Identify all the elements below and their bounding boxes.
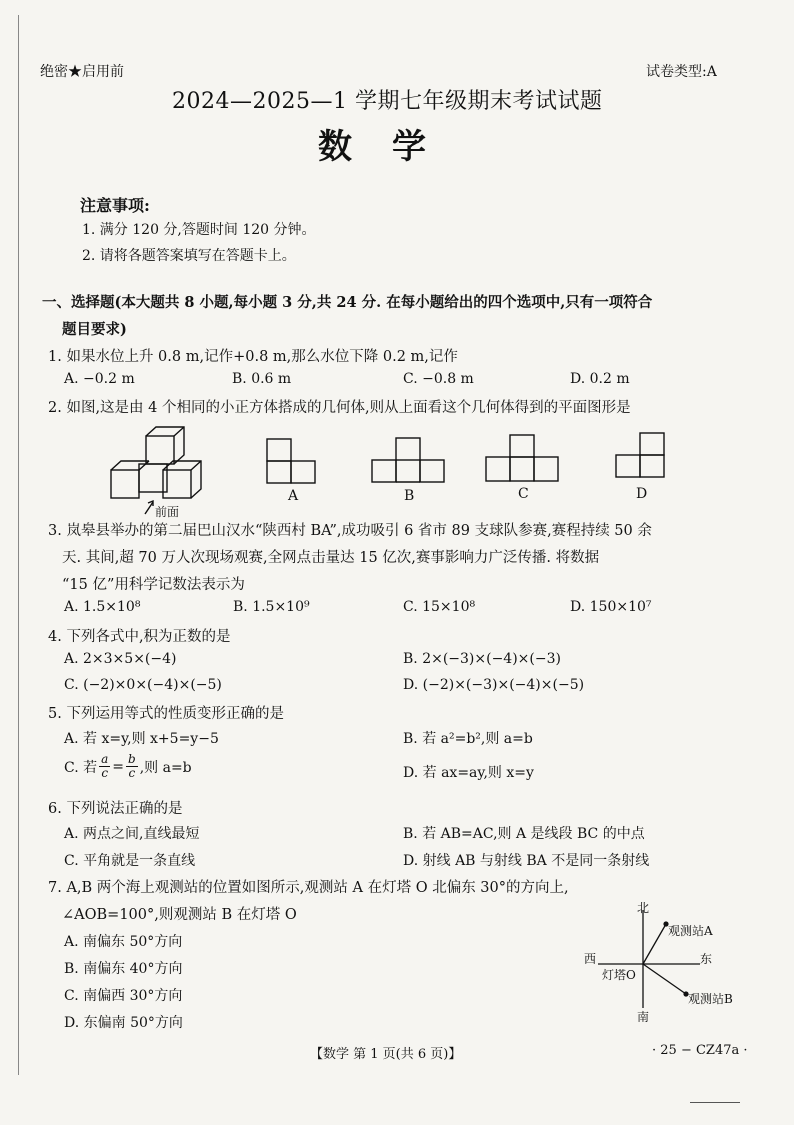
q2-front-label: 前面 (155, 505, 180, 519)
q5-option-c (64, 753, 192, 780)
q7-line2: ∠AOB=100°,则观测站 B 在灯塔 O (62, 907, 297, 923)
q4-stem: 4. 下列各式中,积为正数的是 (48, 629, 231, 645)
q5-equals: = (112, 758, 125, 775)
q5-fraction-num-b: b (128, 752, 136, 766)
q4-option-c: C. (−2)×0×(−4)×(−5) (64, 677, 222, 693)
q3-option-b: B. 1.5×10⁹ (233, 599, 310, 615)
q2-option-a-label: A (288, 488, 299, 504)
q3-option-d: D. 150×10⁷ (570, 599, 652, 615)
q6-option-d: D. 射线 AB 与射线 BA 不是同一条射线 (403, 853, 650, 869)
q7-north-label: 北 (637, 901, 650, 915)
q1-stem: 1. 如果水位上升 0.8 m,记作+0.8 m,那么水位下降 0.2 m,记作 (48, 349, 458, 365)
q2-option-d-label: D (636, 486, 648, 502)
q7-lighthouse-label: 灯塔O (602, 968, 636, 982)
q7-line1: 7. A,B 两个海上观测站的位置如图所示,观测站 A 在灯塔 O 北偏东 30°的方向上, (48, 880, 569, 896)
paper-type-label: 试卷类型:A (646, 64, 717, 80)
q2-option-c-label: C (518, 486, 529, 502)
q5-option-c-prefix: C. 若 (64, 759, 98, 776)
page-footer: 【数学 第 1 页(共 6 页)】 (310, 1047, 462, 1062)
q2-stem: 2. 如图,这是由 4 个相同的小正方体搭成的几何体,则从上面看这个几何体得到的平面图形是 (48, 400, 631, 416)
q2-option-d-figure (614, 431, 672, 481)
q5-option-b: B. 若 a²=b²,则 a=b (403, 731, 533, 747)
scan-bottom-mark (690, 1102, 740, 1103)
q6-option-c: C. 平角就是一条直线 (64, 853, 196, 869)
q1-option-d: D. 0.2 m (570, 371, 630, 387)
q4-option-a: A. 2×3×5×(−4) (64, 651, 177, 667)
exam-title: 2024—2025—1 学期七年级期末考试试题 (172, 89, 603, 114)
notice-item-2: 2. 请将各题答案填写在答题卡上。 (82, 248, 296, 264)
q5-fraction-b-over-c (126, 753, 138, 780)
q5-option-d: D. 若 ax=ay,则 x=y (403, 765, 534, 781)
notice-heading: 注意事项: (80, 196, 150, 215)
subject-title: 数学 (318, 127, 466, 167)
q2-option-c-figure (484, 433, 564, 485)
section-heading-line2: 题目要求) (62, 321, 127, 338)
q5-fraction-den-c: c (101, 766, 109, 780)
q4-option-d: D. (−2)×(−3)×(−4)×(−5) (403, 677, 585, 693)
q3-option-a: A. 1.5×10⁸ (64, 599, 141, 615)
q6-stem: 6. 下列说法正确的是 (48, 801, 183, 817)
secret-label: 绝密★启用前 (40, 64, 124, 80)
q5-stem: 5. 下列运用等式的性质变形正确的是 (48, 706, 284, 722)
q7-station-a-label: 观测站A (668, 924, 713, 938)
q5-option-a: A. 若 x=y,则 x+5=y−5 (64, 731, 219, 747)
q7-option-a: A. 南偏东 50°方向 (64, 934, 183, 950)
q7-west-label: 西 (584, 952, 597, 966)
q1-option-c: C. −0.8 m (403, 371, 474, 387)
q7-east-label: 东 (700, 952, 713, 966)
q1-option-b: B. 0.6 m (232, 371, 292, 387)
q7-option-c: C. 南偏西 30°方向 (64, 988, 183, 1004)
q2-option-b-label: B (404, 488, 415, 504)
q7-option-d: D. 东偏南 50°方向 (64, 1015, 183, 1031)
q5-fraction-num-a: a (101, 752, 109, 766)
q6-option-a: A. 两点之间,直线最短 (64, 826, 200, 842)
q5-fraction-den-c2: c (128, 766, 136, 780)
q3-line2: 天. 其间,超 70 万人次现场观赛,全网点击量达 15 亿次,赛事影响力广泛传播. 将数据 (62, 550, 600, 566)
section-heading-line1: 一、选择题(本大题共 8 小题,每小题 3 分,共 24 分. 在每小题给出的四个选项中,只有一项符合 (42, 294, 653, 311)
q7-south-label: 南 (637, 1010, 650, 1024)
q7-option-b: B. 南偏东 40°方向 (64, 961, 183, 977)
notice-item-1: 1. 满分 120 分,答题时间 120 分钟。 (82, 222, 316, 238)
q5-fraction-a-over-c (99, 753, 110, 780)
q2-option-a-figure (265, 437, 323, 485)
q6-option-b: B. 若 AB=AC,则 A 是线段 BC 的中点 (403, 826, 645, 842)
q1-option-a: A. −0.2 m (64, 371, 135, 387)
q2-option-b-figure (370, 436, 450, 486)
q3-line1: 3. 岚皋县举办的第二届巴山汉水“陕西村 BA”,成功吸引 6 省市 89 支球队参赛,赛程持续 50 余 (48, 523, 652, 539)
scan-margin-line (18, 15, 19, 1075)
paper-code: · 25 − CZ47a · (652, 1043, 748, 1058)
q5-option-c-suffix: ,则 a=b (139, 759, 192, 776)
q3-option-c: C. 15×10⁸ (403, 599, 476, 615)
q4-option-b: B. 2×(−3)×(−4)×(−3) (403, 651, 561, 667)
q7-station-b-label: 观测站B (688, 992, 733, 1006)
q3-line3: “15 亿”用科学记数法表示为 (62, 577, 245, 593)
